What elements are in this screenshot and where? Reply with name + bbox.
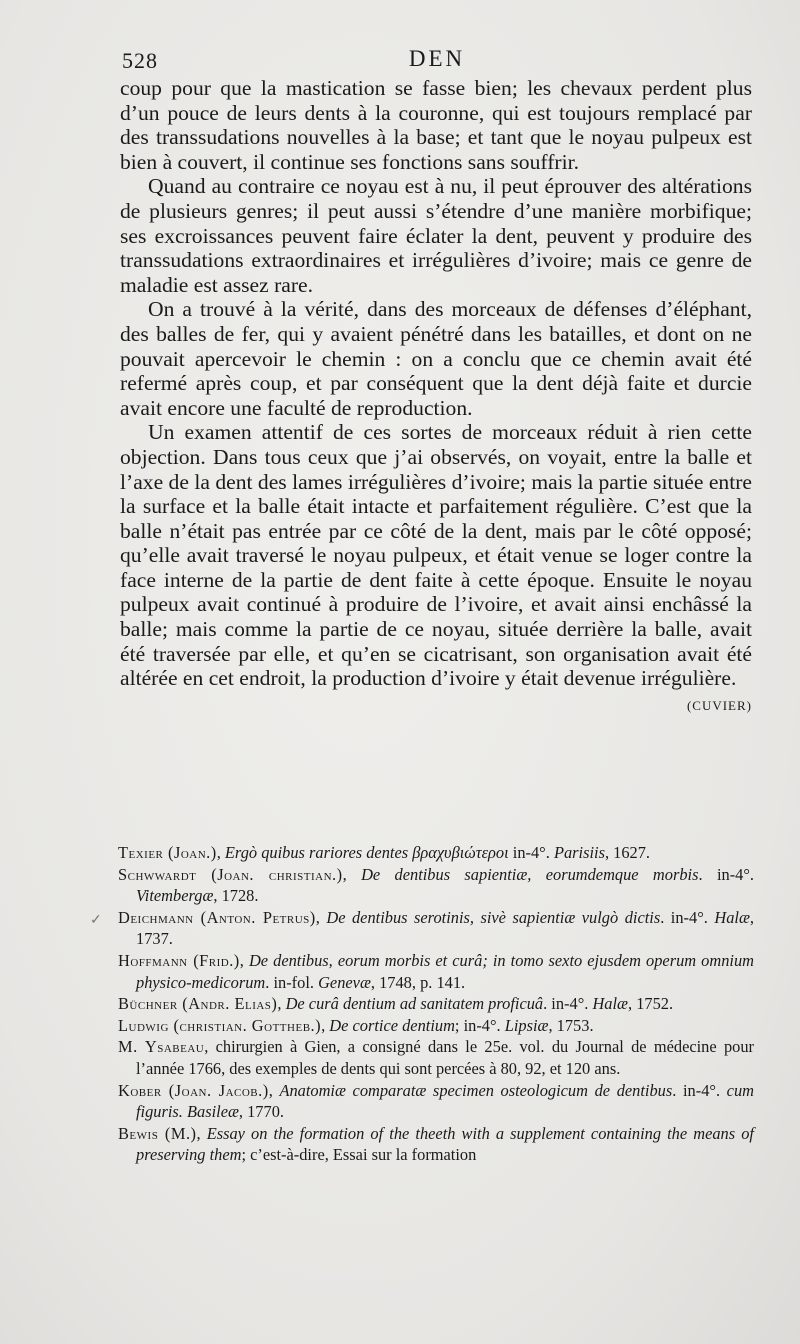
bibliography-entry: Büchner (Andr. Elias), De curâ dentium ad sanitatem proficuâ. in-4°. Halæ, 1752.	[118, 994, 674, 1014]
running-head: DEN	[408, 46, 466, 71]
entry-author: Bewis (M.)	[118, 1123, 197, 1143]
entry-details: , chirurgien à Gien, a consigné dans le 25e. vol. du Journal de médecine pour l’année 1766, des exemples de dents qui sont percées à 80, 92, et 120 ans.	[136, 1037, 754, 1078]
bibliography-entry: Deichmann (Anton. Petrus), De dentibus serotinis, sivè sapientiæ vulgò dictis. in-4°. Halæ, 1737.	[118, 907, 754, 949]
bibliography-entry: Texier (Joan.), Ergò quibus rariores dentes βραχυβιώτεροι in-4°. Parisiis, 1627.	[118, 843, 651, 862]
entry-details: ; in-4°.	[454, 1015, 505, 1035]
entry-title: Essay on the formation of the theeth with a supplement containing the means of preserving them	[136, 1123, 754, 1165]
entry-title: Ergò quibus rariores dentes βραχυβιώτεροι	[224, 843, 509, 862]
entry-title: De dentibus serotinis, sivè sapientiæ vulgò dictis	[326, 907, 661, 927]
entry-year: , 1770.	[238, 1102, 284, 1122]
entry-place: cum figuris. Basileæ	[136, 1080, 754, 1122]
entry-title: De dentibus sapientiæ, eorumdemque morbis	[361, 864, 699, 884]
bibliography-entry: Kober (Joan. Jacob.), Anatomiæ comparatæ specimen osteologicum de dentibus. in-4°. cum figuris. Basileæ, 1770.	[118, 1080, 754, 1122]
entry-details: . in-4°.	[660, 907, 715, 927]
entry-details: . in-4°.	[672, 1080, 727, 1100]
page-header	[122, 44, 752, 80]
entry-author: Texier (Joan.)	[118, 843, 217, 862]
entry-title: Anatomiæ comparatæ specimen osteologicum de dentibus	[279, 1080, 673, 1100]
entry-year: , 1737.	[136, 907, 754, 949]
entry-author: M. Ysabeau	[118, 1037, 205, 1057]
entry-year: , 1753.	[548, 1015, 594, 1035]
entry-place: Lipsiæ	[504, 1015, 549, 1035]
paragraph-3: On a trouvé à la vérité, dans des morceaux de défenses d’éléphant, des balles de fer, qui y avaient pénétré dans les batailles, et dont on ne pouvait apercevoir le chemin : on a conclu que ce chemin avait été refermé après coup, et par conséquent que la dent déjà faite et durcie avait encore une faculté de reproduction.	[120, 297, 752, 420]
entry-year: , 1748, p. 141.	[370, 972, 466, 992]
author-signature: (CUVIER)	[686, 697, 752, 713]
paragraph-1: coup pour que la mastication se fasse bien; les chevaux perdent plus d’un pouce de leurs dents à la couronne, qui est toujours remplacé par des transsudations nouvelles à la base; et tant que le noyau pulpeux est bien à couvert, il continue ses fonctions sans souffrir.	[120, 76, 752, 174]
entry-place: Parisiis	[553, 843, 605, 862]
entry-year: , 1627.	[604, 843, 651, 862]
article-body	[120, 76, 752, 718]
entry-author: Kober (Joan. Jacob.)	[118, 1080, 269, 1100]
entry-details: in-4°.	[508, 843, 554, 862]
paragraph-2: Quand au contraire ce noyau est à nu, il peut éprouver des altérations de plusieurs genres; il peut aussi s’étendre d’une manière morbifique; ses excroissances peuvent faire éclater la dent, peuvent y produire des transsudations extraordinaires et irrégulières d’ivoire; mais ce genre de maladie est assez rare.	[120, 174, 752, 297]
entry-place: Genevæ	[318, 972, 371, 992]
bibliography-entry	[118, 1036, 754, 1079]
bibliography-entry: Hoffmann (Frid.), De dentibus, eorum morbis et curâ; in tomo sexto ejusdem operum omnium physico-medicorum. in-fol. Genevæ, 1748, p. 141.	[118, 950, 754, 992]
entry-place: Halæ	[592, 994, 628, 1014]
entry-place: Halæ	[714, 907, 750, 927]
entry-details: . in-4°.	[698, 864, 754, 884]
paragraph-4-text: Un examen attentif de ces sortes de morceaux réduit à rien cette objection. Dans tous ceux que j’ai observés, on voyait, entre la balle et l’axe de la dent des lames irrégulières d’ivoire; mais la partie située entre la surface et la balle était intacte et parfaitement régulière. C’est que la balle n’était pas entrée par ce côté de la dent, mais par le côté opposé; qu’elle avait traversé le noyau pulpeux, et était venue se loger contre la face interne de la partie de dent faite à cette époque. Ensuite le noyau pulpeux avait continué à produire de l’ivoire, et avait ainsi enchâssé la balle; mais comme la partie de ce noyau, située derrière la balle, avait été traversée par elle, et qu’en se cicatrisant, son organisation avait été altérée en cet endroit, la production d’ivoire y était devenue irrégulière.	[120, 420, 752, 691]
bibliography-entry: Schwwardt (Joan. christian.), De dentibus sapientiæ, eorumdemque morbis. in-4°. Vitembergæ, 1728.	[118, 864, 754, 906]
entry-year: , 1728.	[213, 886, 259, 906]
entry-place: Vitembergæ	[136, 886, 214, 906]
entry-author: Schwwardt (Joan. christian.)	[118, 864, 343, 884]
entry-title: De cortice dentium	[329, 1015, 455, 1035]
entry-author: Hoffmann (Frid.)	[118, 950, 240, 970]
entry-details: . in-4°.	[543, 994, 593, 1014]
entry-title: De curâ dentium ad sanitatem proficuâ	[285, 994, 544, 1014]
entry-author: Ludwig (christian. Gottheb.)	[118, 1015, 322, 1035]
entry-author: Deichmann (Anton. Petrus)	[118, 907, 316, 927]
bibliography-entry: Ludwig (christian. Gottheb.), De cortice dentium; in-4°. Lipsiæ, 1753.	[118, 1015, 594, 1035]
margin-mark: ✓	[90, 913, 102, 928]
bibliography	[118, 842, 754, 1166]
entry-title: De dentibus, eorum morbis et curâ; in tomo sexto ejusdem operum omnium physico-medicorum	[136, 950, 754, 992]
paragraph-4	[120, 420, 752, 713]
entry-details: . in-fol.	[265, 972, 319, 992]
page-number: 528	[122, 48, 158, 73]
entry-author: Büchner (Andr. Elias)	[118, 994, 278, 1014]
entry-year: , 1752.	[628, 994, 674, 1014]
bibliography-entry: Bewis (M.), Essay on the formation of the theeth with a supplement containing the means of preserving them; c’est-à-dire, Essai sur la formation	[118, 1123, 754, 1165]
entry-details: ; c’est-à-dire, Essai sur la formation	[241, 1145, 477, 1165]
